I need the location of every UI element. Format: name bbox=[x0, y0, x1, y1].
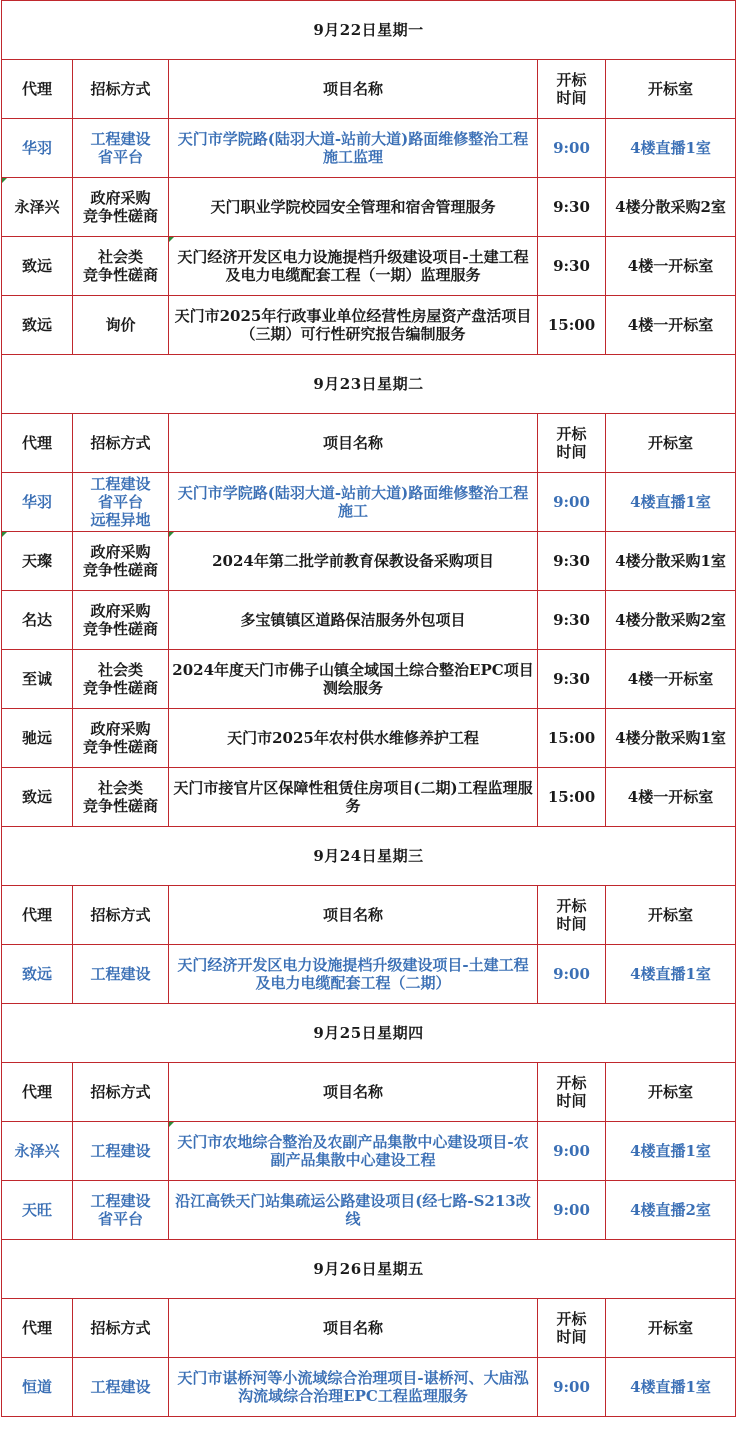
bid-method: 社会类 竞争性磋商 bbox=[73, 650, 169, 709]
header-opening-time: 开标 时间 bbox=[538, 886, 606, 945]
opening-room: 4楼直播1室 bbox=[606, 1122, 736, 1181]
project-name: 天门市农地综合整治及农副产品集散中心建设项目-农副产品集散中心建设工程 bbox=[169, 1122, 538, 1181]
bid-method: 工程建设 省平台 bbox=[73, 1181, 169, 1240]
day-heading-row bbox=[2, 1, 736, 60]
schedule-row bbox=[2, 1122, 736, 1181]
day-heading-row bbox=[2, 827, 736, 886]
header-opening-room: 开标室 bbox=[606, 1299, 736, 1358]
bid-method: 询价 bbox=[73, 296, 169, 355]
bid-method: 政府采购 竞争性磋商 bbox=[73, 709, 169, 768]
opening-time: 9:00 bbox=[538, 945, 606, 1004]
header-opening-time: 开标 时间 bbox=[538, 60, 606, 119]
opening-room: 4楼一开标室 bbox=[606, 768, 736, 827]
opening-time: 9:00 bbox=[538, 473, 606, 532]
project-name: 天门市2025年农村供水维修养护工程 bbox=[169, 709, 538, 768]
opening-time: 9:30 bbox=[538, 237, 606, 296]
header-opening-room: 开标室 bbox=[606, 886, 736, 945]
header-project-name: 项目名称 bbox=[169, 60, 538, 119]
opening-room: 4楼直播1室 bbox=[606, 945, 736, 1004]
column-header-row bbox=[2, 60, 736, 119]
bid-method: 政府采购 竞争性磋商 bbox=[73, 178, 169, 237]
header-project-name: 项目名称 bbox=[169, 414, 538, 473]
project-name: 天门市学院路(陆羽大道-站前大道)路面维修整治工程施工监理 bbox=[169, 119, 538, 178]
agent: 华羽 bbox=[2, 119, 73, 178]
project-name: 天门市接官片区保障性租赁住房项目(二期)工程监理服务 bbox=[169, 768, 538, 827]
project-name: 天门市谌桥河等小流域综合治理项目-谌桥河、大庙泓沟流域综合治理EPC工程监理服务 bbox=[169, 1358, 538, 1417]
opening-time: 9:00 bbox=[538, 1181, 606, 1240]
column-header-row bbox=[2, 886, 736, 945]
opening-time: 15:00 bbox=[538, 709, 606, 768]
schedule-row bbox=[2, 945, 736, 1004]
opening-room: 4楼分散采购1室 bbox=[606, 532, 736, 591]
schedule-row bbox=[2, 1181, 736, 1240]
project-name: 天门职业学院校园安全管理和宿舍管理服务 bbox=[169, 178, 538, 237]
project-name: 天门经济开发区电力设施提档升级建设项目-土建工程及电力电缆配套工程（二期） bbox=[169, 945, 538, 1004]
agent: 天璨 bbox=[2, 532, 73, 591]
schedule-row bbox=[2, 237, 736, 296]
opening-room: 4楼分散采购2室 bbox=[606, 178, 736, 237]
opening-time: 9:30 bbox=[538, 178, 606, 237]
header-bid-method: 招标方式 bbox=[73, 414, 169, 473]
agent: 永泽兴 bbox=[2, 178, 73, 237]
column-header-row bbox=[2, 1299, 736, 1358]
schedule-row bbox=[2, 119, 736, 178]
header-bid-method: 招标方式 bbox=[73, 1299, 169, 1358]
header-opening-room: 开标室 bbox=[606, 414, 736, 473]
opening-time: 9:30 bbox=[538, 650, 606, 709]
header-project-name: 项目名称 bbox=[169, 1299, 538, 1358]
bid-opening-schedule-table bbox=[1, 0, 736, 1417]
schedule-row bbox=[2, 473, 736, 532]
opening-room: 4楼一开标室 bbox=[606, 237, 736, 296]
opening-time: 9:00 bbox=[538, 1122, 606, 1181]
column-header-row bbox=[2, 414, 736, 473]
agent: 至诚 bbox=[2, 650, 73, 709]
day-heading: 9月23日星期二 bbox=[2, 355, 736, 414]
column-header-row bbox=[2, 1063, 736, 1122]
schedule-row bbox=[2, 650, 736, 709]
opening-time: 9:30 bbox=[538, 591, 606, 650]
bid-method: 工程建设 省平台 远程异地 bbox=[73, 473, 169, 532]
schedule-row bbox=[2, 768, 736, 827]
bid-method: 工程建设 bbox=[73, 1358, 169, 1417]
schedule-row bbox=[2, 1358, 736, 1417]
opening-time: 9:30 bbox=[538, 532, 606, 591]
day-heading: 9月22日星期一 bbox=[2, 1, 736, 60]
agent: 恒道 bbox=[2, 1358, 73, 1417]
header-agent: 代理 bbox=[2, 60, 73, 119]
opening-time: 15:00 bbox=[538, 768, 606, 827]
opening-room: 4楼一开标室 bbox=[606, 650, 736, 709]
header-opening-room: 开标室 bbox=[606, 60, 736, 119]
header-bid-method: 招标方式 bbox=[73, 886, 169, 945]
header-project-name: 项目名称 bbox=[169, 1063, 538, 1122]
header-agent: 代理 bbox=[2, 414, 73, 473]
header-agent: 代理 bbox=[2, 886, 73, 945]
bid-method: 工程建设 省平台 bbox=[73, 119, 169, 178]
header-opening-time: 开标 时间 bbox=[538, 414, 606, 473]
day-heading-row bbox=[2, 355, 736, 414]
schedule-row bbox=[2, 178, 736, 237]
project-name: 2024年第二批学前教育保教设备采购项目 bbox=[169, 532, 538, 591]
agent: 致远 bbox=[2, 768, 73, 827]
project-name: 沿江高铁天门站集疏运公路建设项目(经七路-S213改线 bbox=[169, 1181, 538, 1240]
opening-time: 9:00 bbox=[538, 1358, 606, 1417]
agent: 名达 bbox=[2, 591, 73, 650]
opening-room: 4楼直播2室 bbox=[606, 1181, 736, 1240]
header-bid-method: 招标方式 bbox=[73, 1063, 169, 1122]
bid-method: 社会类 竞争性磋商 bbox=[73, 768, 169, 827]
project-name: 天门市2025年行政事业单位经营性房屋资产盘活项目（三期）可行性研究报告编制服务 bbox=[169, 296, 538, 355]
project-name: 多宝镇镇区道路保洁服务外包项目 bbox=[169, 591, 538, 650]
day-heading-row bbox=[2, 1004, 736, 1063]
header-bid-method: 招标方式 bbox=[73, 60, 169, 119]
opening-room: 4楼一开标室 bbox=[606, 296, 736, 355]
schedule-row bbox=[2, 591, 736, 650]
project-name: 天门市学院路(陆羽大道-站前大道)路面维修整治工程施工 bbox=[169, 473, 538, 532]
agent: 致远 bbox=[2, 237, 73, 296]
opening-room: 4楼直播1室 bbox=[606, 119, 736, 178]
opening-room: 4楼分散采购1室 bbox=[606, 709, 736, 768]
project-name: 2024年度天门市佛子山镇全域国土综合整治EPC项目测绘服务 bbox=[169, 650, 538, 709]
opening-time: 15:00 bbox=[538, 296, 606, 355]
bid-method: 工程建设 bbox=[73, 945, 169, 1004]
opening-room: 4楼直播1室 bbox=[606, 473, 736, 532]
schedule-body bbox=[2, 1, 736, 1417]
opening-time: 9:00 bbox=[538, 119, 606, 178]
project-name: 天门经济开发区电力设施提档升级建设项目-土建工程及电力电缆配套工程（一期）监理服务 bbox=[169, 237, 538, 296]
day-heading-row bbox=[2, 1240, 736, 1299]
header-opening-time: 开标 时间 bbox=[538, 1063, 606, 1122]
bid-method: 工程建设 bbox=[73, 1122, 169, 1181]
opening-room: 4楼分散采购2室 bbox=[606, 591, 736, 650]
agent: 华羽 bbox=[2, 473, 73, 532]
header-opening-time: 开标 时间 bbox=[538, 1299, 606, 1358]
agent: 致远 bbox=[2, 945, 73, 1004]
bid-method: 政府采购 竞争性磋商 bbox=[73, 532, 169, 591]
header-agent: 代理 bbox=[2, 1063, 73, 1122]
agent: 天旺 bbox=[2, 1181, 73, 1240]
header-project-name: 项目名称 bbox=[169, 886, 538, 945]
agent: 永泽兴 bbox=[2, 1122, 73, 1181]
day-heading: 9月25日星期四 bbox=[2, 1004, 736, 1063]
day-heading: 9月24日星期三 bbox=[2, 827, 736, 886]
header-opening-room: 开标室 bbox=[606, 1063, 736, 1122]
schedule-row bbox=[2, 709, 736, 768]
bid-method: 政府采购 竞争性磋商 bbox=[73, 591, 169, 650]
schedule-row bbox=[2, 296, 736, 355]
agent: 驰远 bbox=[2, 709, 73, 768]
agent: 致远 bbox=[2, 296, 73, 355]
bid-method: 社会类 竞争性磋商 bbox=[73, 237, 169, 296]
opening-room: 4楼直播1室 bbox=[606, 1358, 736, 1417]
day-heading: 9月26日星期五 bbox=[2, 1240, 736, 1299]
header-agent: 代理 bbox=[2, 1299, 73, 1358]
schedule-row bbox=[2, 532, 736, 591]
